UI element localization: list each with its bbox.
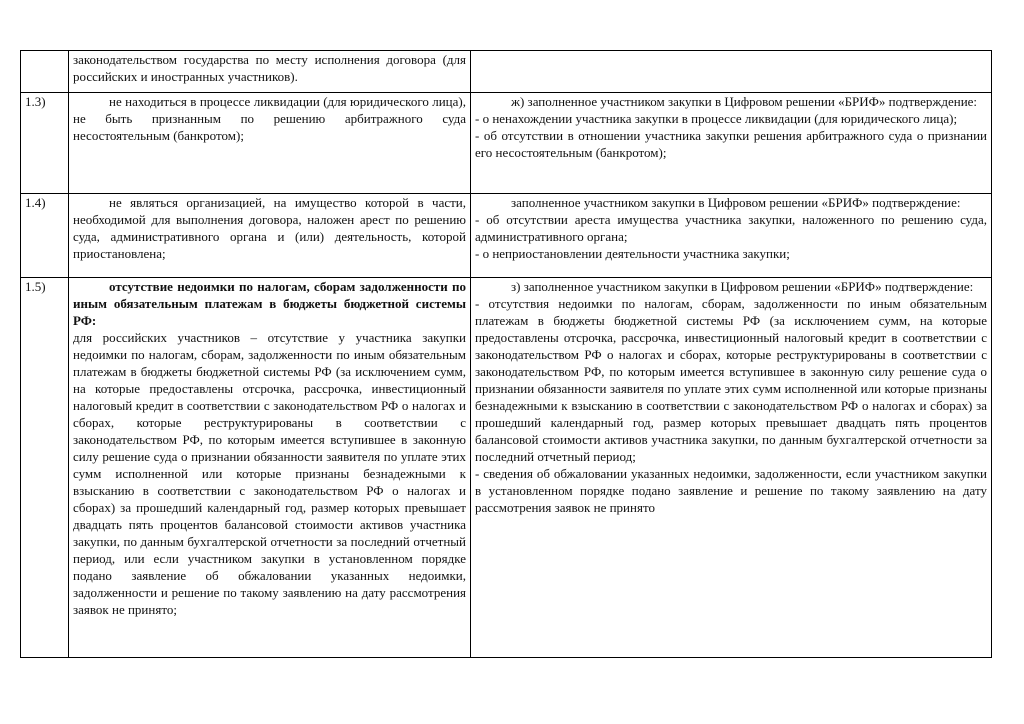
table-row (21, 51, 992, 93)
table-row (21, 278, 992, 658)
requirement-heading (73, 278, 466, 329)
requirements-table (20, 50, 992, 658)
requirement-bold-text: отсутствие недоимки по налогам, сборам задолженности по иным обязательным платежам в бюджеты бюджетной системы РФ: (73, 279, 466, 328)
confirmation-cell (471, 278, 992, 658)
requirement-cell (69, 194, 471, 278)
confirmation-heading: ж) заполненное участником закупки в Цифровом решении «БРИФ» подтверждение: (511, 94, 978, 109)
confirmation-cell (471, 51, 992, 93)
requirement-cell (69, 93, 471, 194)
row-number (21, 51, 69, 93)
confirmation-item: - об отсутствии в отношении участника закупки решения арбитражного суда о признании его несостоятельным (банкротом); (475, 128, 987, 160)
confirmation-heading: заполненное участником закупки в Цифровом решении «БРИФ» подтверждение: (511, 195, 961, 210)
confirmation-heading: з) заполненное участником закупки в Цифровом решении «БРИФ» подтверждение: (511, 279, 974, 294)
confirmation-cell (471, 194, 992, 278)
requirement-text: не находиться в процессе ликвидации (для юридического лица), не быть признанным по решению арбитражного суда несостоятельным (банкротом); (73, 94, 466, 143)
requirement-text: не являться организацией, на имущество которой в части, необходимой для выполнения договора, наложен арест по решению суда, административного органа и (или) деятельность, которой приостановлена; (73, 195, 466, 261)
requirement-text: для российских участников – отсутствие у участника закупки недоимки по налогам, сборам, задолженности по иным обязательным платежам в бюджеты бюджетной системы РФ (за исключением сумм, на которые предоставлены отсрочка, рассрочка, инвестиционный налоговый кредит в соответствии с законодательством РФ о налогах и сборах, которые реструктурированы в соответствии с законодательством РФ, по которым имеется вступившее в законную силу решение суда о признании обязанности заявителя по уплате этих сумм исполненной или которые признаны безнадежными к взысканию в соответствии с законодательством РФ о налогах и сборах) за прошедший календарный год, размер которых превышает двадцать пять процентов балансовой стоимости активов участника закупки, по данным бухгалтерской отчетности за последний отчетный период, или если участником закупки в установленном порядке подано заявление об обжаловании указанных недоимки, задолженности и решение по такому заявлению на дату рассмотрения заявок не принято; (73, 330, 466, 617)
table-row (21, 194, 992, 278)
confirmation-cell (471, 93, 992, 194)
requirement-text: законодательством государства по месту исполнения договора (для российских и иностранных участников). (73, 52, 466, 84)
confirmation-item: - о ненахождении участника закупки в процессе ликвидации (для юридического лица); (475, 111, 958, 126)
confirmation-item: - об отсутствии ареста имущества участника закупки, наложенного по решению суда, административного органа; (475, 212, 987, 244)
table-row (21, 93, 992, 194)
requirement-cell (69, 278, 471, 658)
row-number: 1.4) (21, 194, 69, 278)
confirmation-item: - сведения об обжаловании указанных недоимки, задолженности, если участником закупки в установленном порядке подано заявление и решение по такому заявлению на дату рассмотрения заявок не принято (475, 466, 987, 515)
row-number: 1.3) (21, 93, 69, 194)
confirmation-item: - о неприостановлении деятельности участника закупки; (475, 246, 790, 261)
requirement-cell (69, 51, 471, 93)
confirmation-item: - отсутствия недоимки по налогам, сборам, задолженности по иным обязательным платежам в бюджеты бюджетной системы РФ (за исключением сумм, на которые предоставлены отсрочка, рассрочка, инвестиционный налоговый кредит в соответствии с законодательством РФ о налогах и сборах, которые реструктурированы в соответствии с законодательством РФ, по которым имеется вступившее в законную силу решение суда о признании обязанности заявителя по уплате этих сумм исполненной или которые признаны безнадежными к взысканию в соответствии с законодательством РФ о налогах и сборах) за прошедший календарный год, размер которых превышает двадцать пять процентов балансовой стоимости активов участника закупки, по данным бухгалтерской отчетности за последний отчетный период; (475, 296, 987, 464)
row-number: 1.5) (21, 278, 69, 658)
